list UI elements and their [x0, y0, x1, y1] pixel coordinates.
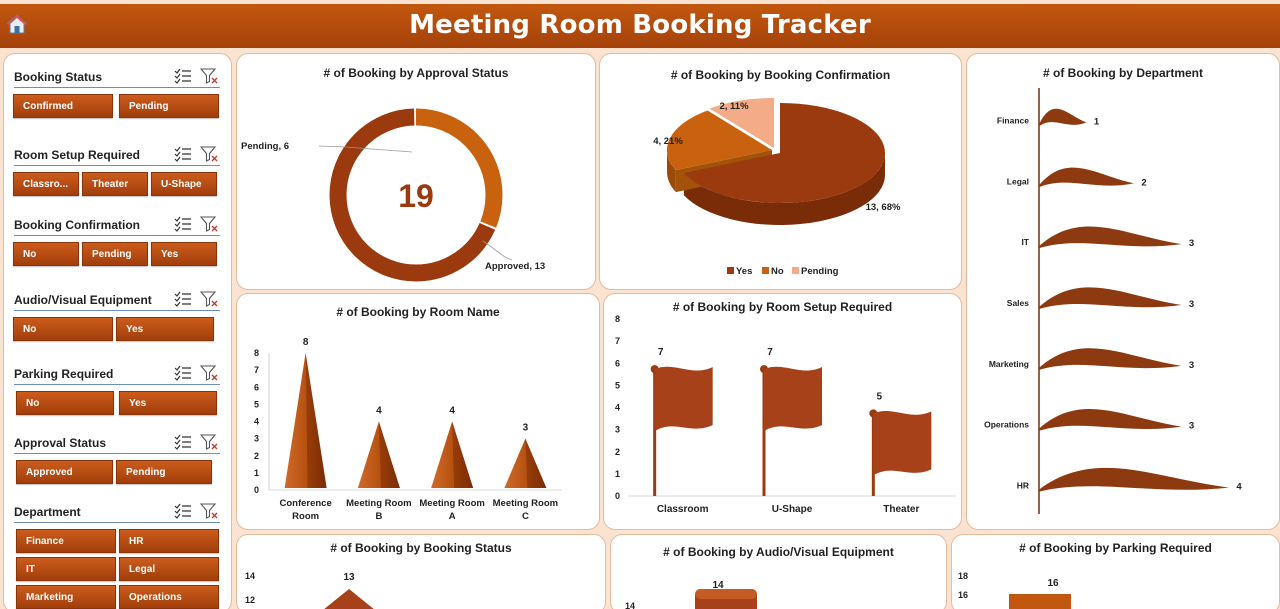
slicer-button[interactable]: U-Shape — [151, 172, 217, 196]
flag-bar — [764, 367, 822, 431]
category-label: Marketing — [988, 358, 1029, 369]
pyramid-shade — [306, 353, 327, 488]
slicer-title: Department — [14, 505, 81, 519]
y-tick-label: 7 — [253, 365, 259, 376]
data-label: 4, 21% — [653, 136, 683, 147]
y-tick-label: 8 — [614, 314, 620, 324]
data-label: 7 — [657, 347, 664, 359]
y-tick-label: 12 — [244, 595, 255, 605]
multi-select-icon[interactable] — [174, 365, 192, 381]
slicer-title: Parking Required — [14, 367, 114, 381]
y-tick-label: 16 — [957, 590, 968, 600]
category-label: Sales — [1006, 298, 1029, 308]
slicer-button[interactable]: Finance — [16, 529, 116, 553]
slicer-button[interactable]: Operations — [119, 585, 219, 609]
data-label: 4 — [376, 405, 382, 417]
slicer-button[interactable]: No — [13, 242, 79, 266]
slicer-button[interactable]: No — [16, 391, 114, 415]
title-bar — [0, 4, 1280, 48]
y-tick-label: 0 — [614, 491, 620, 501]
multi-select-icon[interactable] — [174, 434, 192, 450]
center-total: 19 — [398, 178, 434, 214]
slicer-button[interactable]: Marketing — [16, 585, 116, 609]
legend-swatch — [727, 267, 734, 274]
pyramid-shade — [379, 422, 400, 489]
slicer-button[interactable]: Yes — [119, 391, 217, 415]
chart-booking-status — [236, 534, 606, 609]
category-label: Theater — [883, 504, 920, 515]
y-tick-label: 3 — [253, 433, 259, 444]
clear-filter-icon[interactable] — [200, 434, 218, 450]
chart-booking-confirmation — [599, 53, 962, 290]
department-bar — [1039, 409, 1182, 431]
legend-label: Pending — [801, 266, 839, 277]
legend-label: Yes — [736, 266, 753, 277]
category-label: B — [375, 511, 383, 522]
flag-bar — [873, 411, 931, 475]
chart-approval-status — [236, 53, 596, 290]
chart-title: # of Booking by Booking Confirmation — [670, 68, 891, 82]
y-tick-label: 6 — [614, 358, 620, 369]
data-label: 2, 11% — [719, 101, 749, 112]
data-label: 13, 68% — [865, 202, 901, 213]
category-label: U-Shape — [771, 504, 813, 515]
category-label: Room — [292, 511, 320, 522]
y-tick-label: 7 — [614, 336, 620, 347]
slicer-panel — [3, 53, 232, 609]
chart-title: # of Booking by Audio/Visual Equipment — [663, 545, 894, 559]
y-tick-label: 4 — [614, 402, 620, 413]
legend-label: No — [771, 266, 784, 277]
chart-title: # of Booking by Parking Required — [1019, 541, 1212, 555]
slicer-title: Audio/Visual Equipment — [14, 293, 152, 307]
pyramid-shade — [525, 439, 546, 488]
department-bar — [1039, 287, 1182, 309]
category-label: IT — [1021, 237, 1029, 248]
clear-filter-icon[interactable] — [200, 146, 218, 162]
category-label: Legal — [1006, 176, 1029, 187]
chart-title: # of Booking by Approval Status — [323, 66, 509, 80]
y-tick-label: 1 — [614, 468, 620, 479]
y-tick-label: 14 — [624, 601, 635, 609]
slicer-button[interactable]: IT — [16, 557, 116, 581]
slicer-title: Room Setup Required — [14, 148, 141, 162]
chart-parking — [951, 534, 1280, 609]
slicer-button[interactable]: Legal — [119, 557, 219, 581]
y-tick-label: 14 — [244, 571, 255, 581]
chart-department — [966, 53, 1280, 530]
clear-filter-icon[interactable] — [200, 365, 218, 381]
department-bar — [1039, 348, 1182, 370]
slicer-button[interactable]: Approved — [16, 460, 113, 484]
data-label: 3 — [1188, 420, 1195, 432]
slicer-header — [14, 146, 220, 166]
legend-swatch — [792, 267, 799, 274]
y-tick-label: 4 — [253, 416, 259, 427]
bar-top — [695, 589, 757, 599]
chart-title: # of Booking by Room Name — [336, 305, 500, 319]
slicer-title: Booking Status — [14, 70, 103, 84]
y-tick-label: 5 — [253, 399, 259, 410]
y-tick-label: 2 — [253, 450, 259, 461]
category-label: Conference — [279, 498, 332, 509]
y-tick-label: 6 — [253, 382, 259, 393]
data-label: 4 — [1236, 481, 1242, 493]
y-tick-label: 8 — [253, 348, 259, 358]
multi-select-icon[interactable] — [174, 503, 192, 519]
data-label: 13 — [343, 572, 355, 583]
page-title: Meeting Room Booking Tracker — [409, 10, 871, 40]
category-label: HR — [1016, 480, 1029, 491]
slicer-title: Approval Status — [14, 436, 107, 450]
bar — [1009, 594, 1071, 609]
slicer-header — [14, 365, 220, 385]
chart-title: # of Booking by Room Setup Required — [672, 300, 893, 314]
data-label: 4 — [449, 405, 455, 417]
data-label: 2 — [1141, 177, 1147, 189]
data-label: 5 — [876, 391, 883, 403]
flag-bar — [655, 367, 713, 431]
data-label: 3 — [522, 422, 529, 434]
data-label: 1 — [1093, 116, 1100, 128]
slicer-button[interactable]: Classro... — [13, 172, 79, 196]
clear-filter-icon[interactable] — [200, 503, 218, 519]
clear-filter-icon[interactable] — [200, 68, 218, 84]
y-tick-label: 18 — [957, 571, 968, 581]
multi-select-icon[interactable] — [174, 216, 192, 232]
slicer-title: Booking Confirmation — [14, 218, 140, 232]
chart-room-name — [236, 293, 600, 530]
category-label: Meeting Room — [346, 498, 412, 509]
category-label: Operations — [984, 419, 1029, 430]
data-label: 16 — [1047, 578, 1059, 589]
slicer-button[interactable]: HR — [119, 529, 219, 553]
category-label: A — [448, 511, 456, 522]
slicer-header — [14, 503, 220, 523]
department-bar — [1039, 109, 1087, 127]
clear-filter-icon[interactable] — [200, 291, 218, 307]
y-tick-label: 0 — [253, 485, 259, 495]
slicer-header — [14, 68, 220, 88]
chart-audio-visual — [610, 534, 947, 609]
department-bar — [1039, 468, 1229, 492]
category-label: Meeting Room — [419, 498, 485, 509]
leader-line — [483, 241, 512, 260]
pyramid-shade — [452, 422, 473, 489]
bar — [323, 589, 375, 609]
data-label: 3 — [1188, 359, 1195, 371]
multi-select-icon[interactable] — [174, 68, 192, 84]
slicer-button[interactable]: Pending — [82, 242, 148, 266]
slicer-button[interactable]: Yes — [116, 317, 214, 341]
slicer-button[interactable]: Yes — [151, 242, 217, 266]
data-label: 8 — [302, 337, 309, 348]
data-label: 3 — [1188, 238, 1195, 250]
slicer-button[interactable]: Pending — [116, 460, 212, 484]
slicer-button[interactable]: Theater — [82, 172, 148, 196]
y-tick-label: 1 — [253, 467, 259, 478]
data-label: 14 — [712, 580, 724, 591]
y-tick-label: 5 — [614, 380, 620, 391]
category-label: Meeting Room — [492, 498, 559, 509]
slicer-button[interactable]: Confirmed — [13, 94, 113, 118]
chart-title: # of Booking by Department — [1042, 66, 1203, 80]
y-tick-label: 3 — [614, 424, 620, 435]
chart-title: # of Booking by Booking Status — [330, 541, 512, 555]
data-label: Pending, 6 — [241, 141, 290, 152]
slicer-header — [14, 434, 220, 454]
multi-select-icon[interactable] — [174, 291, 192, 307]
multi-select-icon[interactable] — [174, 146, 192, 162]
data-label: Approved, 13 — [485, 261, 546, 272]
category-label: C — [521, 511, 529, 522]
data-label: 7 — [767, 347, 773, 359]
y-tick-label: 2 — [614, 446, 620, 457]
legend-swatch — [762, 267, 769, 274]
category-label: Finance — [996, 115, 1029, 126]
slicer-header — [14, 216, 220, 236]
slicer-header — [14, 291, 220, 311]
clear-filter-icon[interactable] — [200, 216, 218, 232]
department-bar — [1039, 226, 1182, 248]
slicer-button[interactable]: No — [13, 317, 113, 341]
department-bar — [1039, 168, 1134, 188]
category-label: Classroom — [656, 504, 709, 515]
data-label: 3 — [1188, 299, 1195, 310]
slicer-button[interactable]: Pending — [119, 94, 219, 118]
chart-room-setup — [603, 293, 962, 530]
